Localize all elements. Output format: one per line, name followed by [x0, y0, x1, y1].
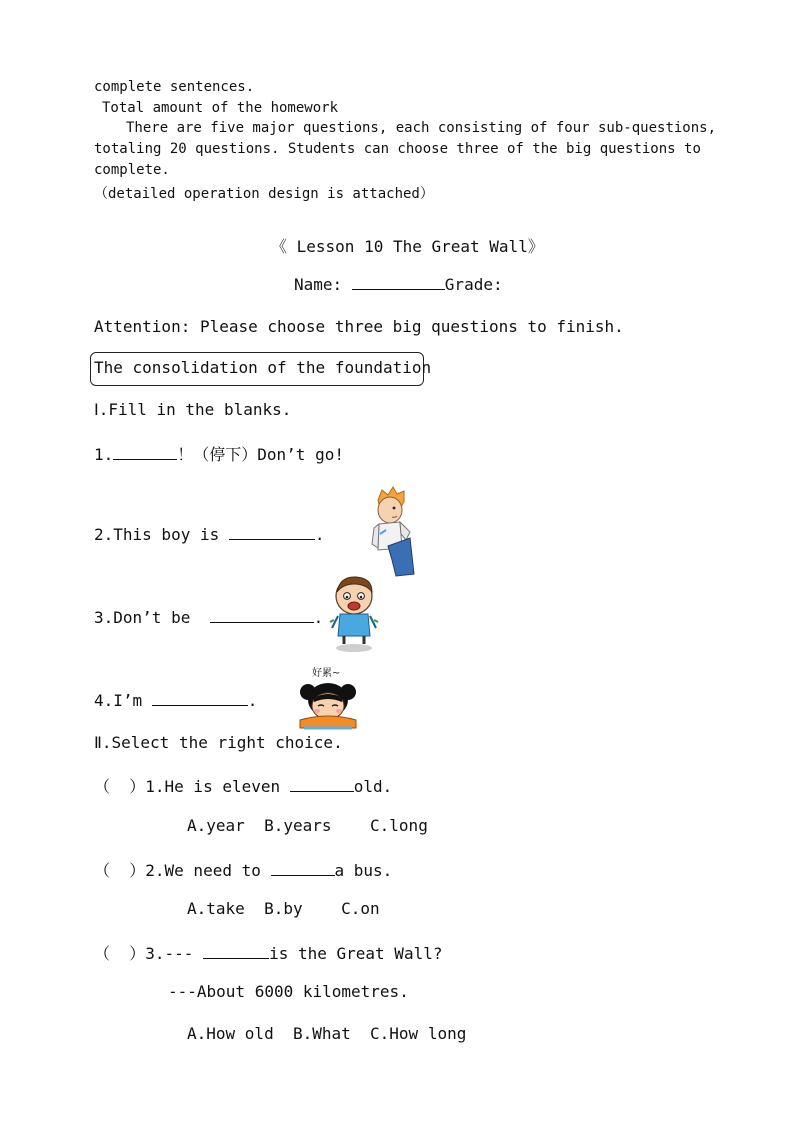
answer-blank[interactable] [203, 944, 269, 959]
choice-question-3 [94, 941, 442, 964]
question-text: . [313, 608, 324, 627]
question-text: 3.Don’t be [94, 608, 210, 627]
question-text: is the Great Wall? [269, 944, 443, 963]
question-text: 2.This boy is [94, 525, 229, 544]
homework-heading: Total amount of the homework [102, 100, 339, 116]
lesson-title: 《 Lesson 10 The Great Wall》 [271, 237, 544, 256]
question-number: 1. [94, 445, 114, 464]
choice-question-2 [94, 858, 392, 881]
intro-paragraph-line: totaling 20 questions. Students can choose three of the big questions to [94, 141, 701, 157]
question-text: （ ）3.--- [94, 944, 204, 963]
name-blank[interactable] [352, 275, 445, 290]
intro-paragraph-line: complete. [94, 162, 170, 178]
question-1 [94, 442, 344, 465]
question-text: old. [353, 777, 393, 796]
image-caption: 好累~ [312, 668, 341, 679]
answer-blank[interactable] [271, 861, 335, 876]
question-text: a bus. [334, 861, 393, 880]
answer-blank[interactable] [152, 691, 248, 706]
grade-label: Grade: [444, 275, 503, 294]
intro-line: complete sentences. [94, 79, 255, 95]
question-text: . [247, 691, 258, 710]
question-text: （ ）1.He is eleven [94, 777, 290, 796]
name-grade-line [294, 275, 503, 294]
question-2 [94, 525, 325, 544]
question-4 [94, 691, 257, 710]
answer-blank[interactable] [229, 525, 315, 540]
question-text: ！（停下）Don’t go! [177, 445, 344, 464]
part1-heading: Ⅰ.Fill in the blanks. [94, 400, 292, 419]
boy-illustration [366, 486, 420, 578]
choice-options-2: A.take B.by C.on [187, 899, 380, 918]
choice-options-1: A.year B.years C.long [187, 816, 428, 835]
section-title: The consolidation of the foundation [94, 358, 432, 377]
intro-note: （detailed operation design is attached） [94, 186, 434, 202]
attention-text: Attention: Please choose three big questions to finish. [94, 317, 624, 336]
intro-paragraph-line: There are five major questions, each consisting of four sub-questions, [126, 120, 717, 136]
question-text: . [314, 525, 325, 544]
name-label: Name: [294, 275, 352, 294]
question-3 [94, 608, 323, 627]
tired-girl-illustration [296, 676, 360, 734]
choice-question-1 [94, 774, 392, 797]
part2-heading: Ⅱ.Select the right choice. [94, 733, 343, 752]
answer-blank[interactable] [210, 608, 314, 623]
choice-options-3: A.How old B.What C.How long [187, 1024, 467, 1043]
answer-blank[interactable] [113, 445, 177, 460]
question-text: 4.I’m [94, 691, 152, 710]
question-text: （ ）2.We need to [94, 861, 271, 880]
scared-kid-illustration [328, 572, 382, 654]
choice-answer-3: ---About 6000 kilometres. [168, 982, 409, 1001]
answer-blank[interactable] [290, 777, 354, 792]
